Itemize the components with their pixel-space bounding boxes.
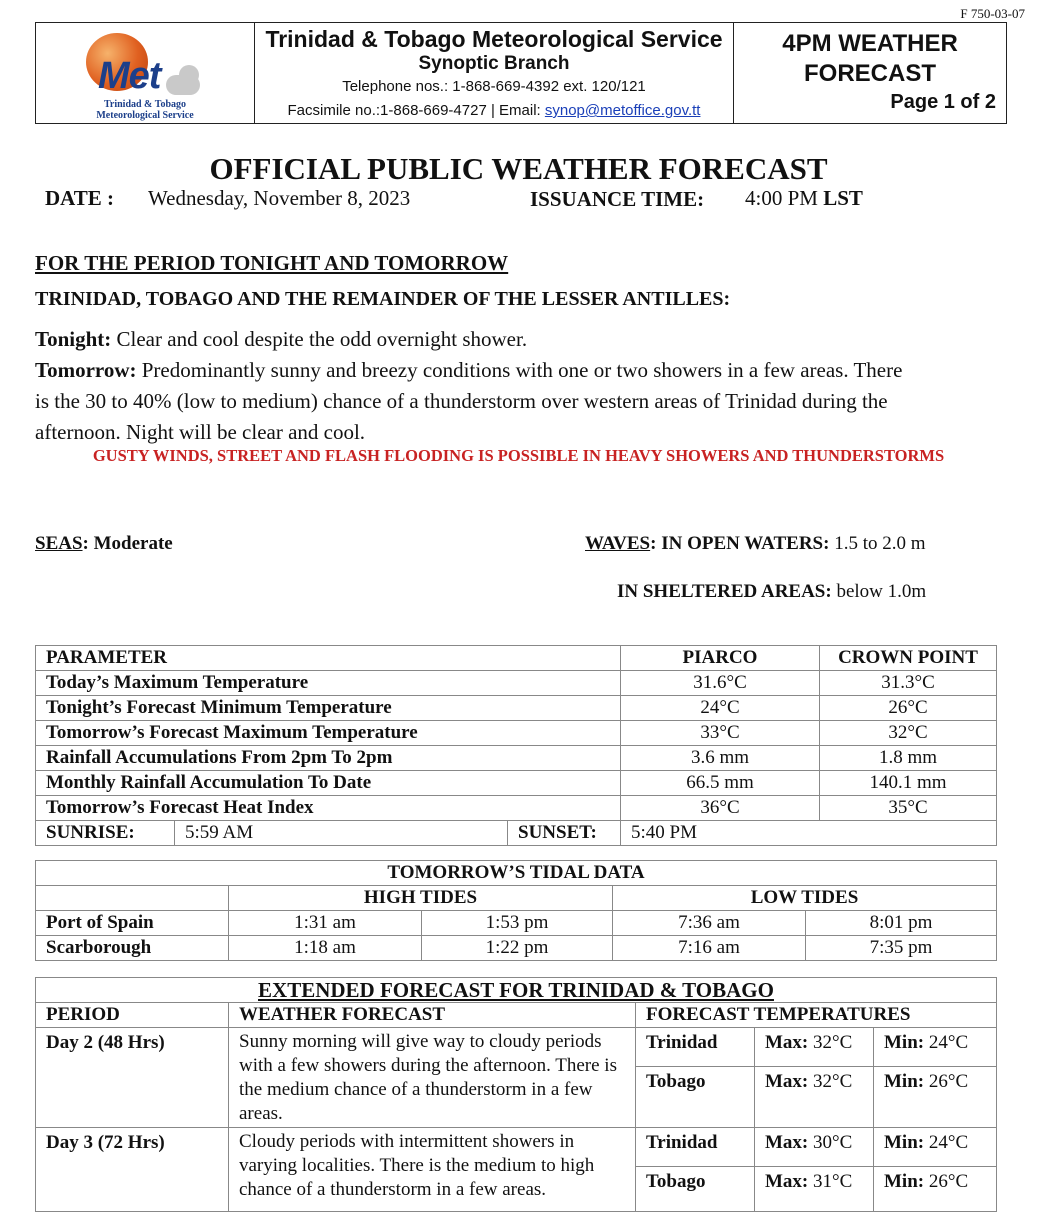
- table-row: Port of Spain 1:31 am 1:53 pm 7:36 am 8:01 pm: [36, 911, 997, 936]
- waves-sheltered: IN SHELTERED AREAS: below 1.0m: [617, 581, 927, 602]
- telephone: Telephone nos.: 1-868-669-4392 ext. 120/121: [342, 78, 646, 95]
- temps-header: FORECAST TEMPERATURES: [636, 1003, 997, 1028]
- sun-times-row: [36, 821, 997, 846]
- email-link[interactable]: synop@metoffice.gov.tt: [544, 102, 701, 119]
- forecast-text: Tonight: Clear and cool despite the odd overnight shower. Tomorrow: Predominantly sunny and breezy conditions with one or two showers in a few areas. There is the 30 to 40% (low to medium) chance of a thunderstorm over western areas of Trinidad during the afternoon. Night will be clear and cool.: [35, 324, 1015, 448]
- date-label: DATE :: [45, 186, 115, 210]
- period-heading: FOR THE PERIOD TONIGHT AND TOMORROW: [35, 251, 509, 275]
- table-row: Scarborough 1:18 am 1:22 pm 7:16 am 7:35 pm: [36, 936, 997, 961]
- met-logo: [36, 23, 255, 123]
- forecast-label: 4PM WEATHER: [782, 30, 958, 57]
- page-number: Page 1 of 2: [890, 91, 996, 113]
- form-code: F 750-03-07: [960, 6, 1025, 21]
- extended-title: EXTENDED FORECAST FOR TRINIDAD & TOBAGO: [36, 978, 997, 1003]
- branch-name: Synoptic Branch: [418, 53, 570, 74]
- logo-caption: Meteorological Service: [96, 110, 194, 121]
- sunset-label: SUNSET:: [508, 821, 621, 846]
- document-title: OFFICIAL PUBLIC WEATHER FORECAST: [209, 151, 828, 186]
- fax-email-line: [255, 99, 733, 123]
- table-header-row: PARAMETER PIARCO CROWN POINT: [36, 646, 997, 671]
- table-row: Monthly Rainfall Accumulation To Date 66.5 mm 140.1 mm: [36, 771, 997, 796]
- table-row: Tomorrow’s Forecast Maximum Temperature 33°C 32°C: [36, 721, 997, 746]
- org-name: Trinidad & Tobago Meteorological Service: [265, 26, 723, 52]
- high-tides-header: HIGH TIDES: [229, 886, 613, 911]
- low-tides-header: LOW TIDES: [613, 886, 997, 911]
- warning-notice: GUSTY WINDS, STREET AND FLASH FLOODING IS POSSIBLE IN HEAVY SHOWERS AND THUNDERSTORMS: [92, 446, 945, 465]
- table-row: Today’s Maximum Temperature 31.6°C 31.3°C: [36, 671, 997, 696]
- seas: SEAS: Moderate: [35, 533, 173, 554]
- tonight-forecast: Tonight: Clear and cool despite the odd overnight shower.: [35, 327, 528, 351]
- fax: Facsimile no.:1-868-669-4727 | Email:: [287, 102, 545, 119]
- table-row: Tobago Max: 32°C Min: 26°C: [36, 1067, 997, 1128]
- forecast-label: FORECAST: [804, 60, 936, 87]
- sunrise-value: 5:59 AM: [175, 821, 508, 846]
- tomorrow-forecast: Tomorrow: Predominantly sunny and breezy conditions with one or two showers in a few areas. There: [35, 358, 903, 382]
- logo-caption: Trinidad & Tobago: [103, 99, 187, 110]
- logo-wordmark: Met: [98, 55, 161, 97]
- period-header: PERIOD: [36, 1003, 229, 1028]
- issuance-label: ISSUANCE TIME:: [530, 187, 705, 211]
- table-row: Tonight’s Forecast Minimum Temperature 24°C 26°C: [36, 696, 997, 721]
- letterhead: [35, 22, 1007, 124]
- issuance-time: 4:00 PM LST: [745, 186, 863, 210]
- sunrise-label: SUNRISE:: [36, 821, 175, 846]
- table-row: Rainfall Accumulations From 2pm To 2pm 3.6 mm 1.8 mm: [36, 746, 997, 771]
- sunset-value: 5:40 PM: [621, 821, 997, 846]
- extended-forecast-table: [35, 977, 997, 1212]
- table-row: Day 3 (72 Hrs) Cloudy periods with intermittent showers in varying localities. There is the medium to high chance of a thunderstorm in a few areas. Trinidad Max: 30°C Min: 24°C: [36, 1128, 997, 1167]
- date-value: Wednesday, November 8, 2023: [148, 186, 411, 210]
- region-heading: TRINIDAD, TOBAGO AND THE REMAINDER OF THE LESSER ANTILLES:: [35, 288, 731, 310]
- forecast-label-box: [734, 23, 1006, 123]
- table-row: Day 2 (48 Hrs) Sunny morning will give way to cloudy periods with a few showers during the afternoon. There is the medium chance of a thunderstorm in a few areas. Trinidad Max: 32°C Min: 24°C: [36, 1028, 997, 1067]
- weather-header: WEATHER FORECAST: [229, 1003, 636, 1028]
- contact-block: [255, 23, 734, 123]
- parameter-table: [35, 645, 997, 846]
- table-row: Tobago Max: 31°C Min: 26°C: [36, 1167, 997, 1212]
- tidal-title: TOMORROW’S TIDAL DATA: [36, 861, 997, 886]
- tidal-table: [35, 860, 997, 961]
- waves-open: WAVES: IN OPEN WATERS: 1.5 to 2.0 m: [585, 533, 926, 554]
- date-row: [45, 186, 114, 211]
- table-row: Tomorrow’s Forecast Heat Index 36°C 35°C: [36, 796, 997, 821]
